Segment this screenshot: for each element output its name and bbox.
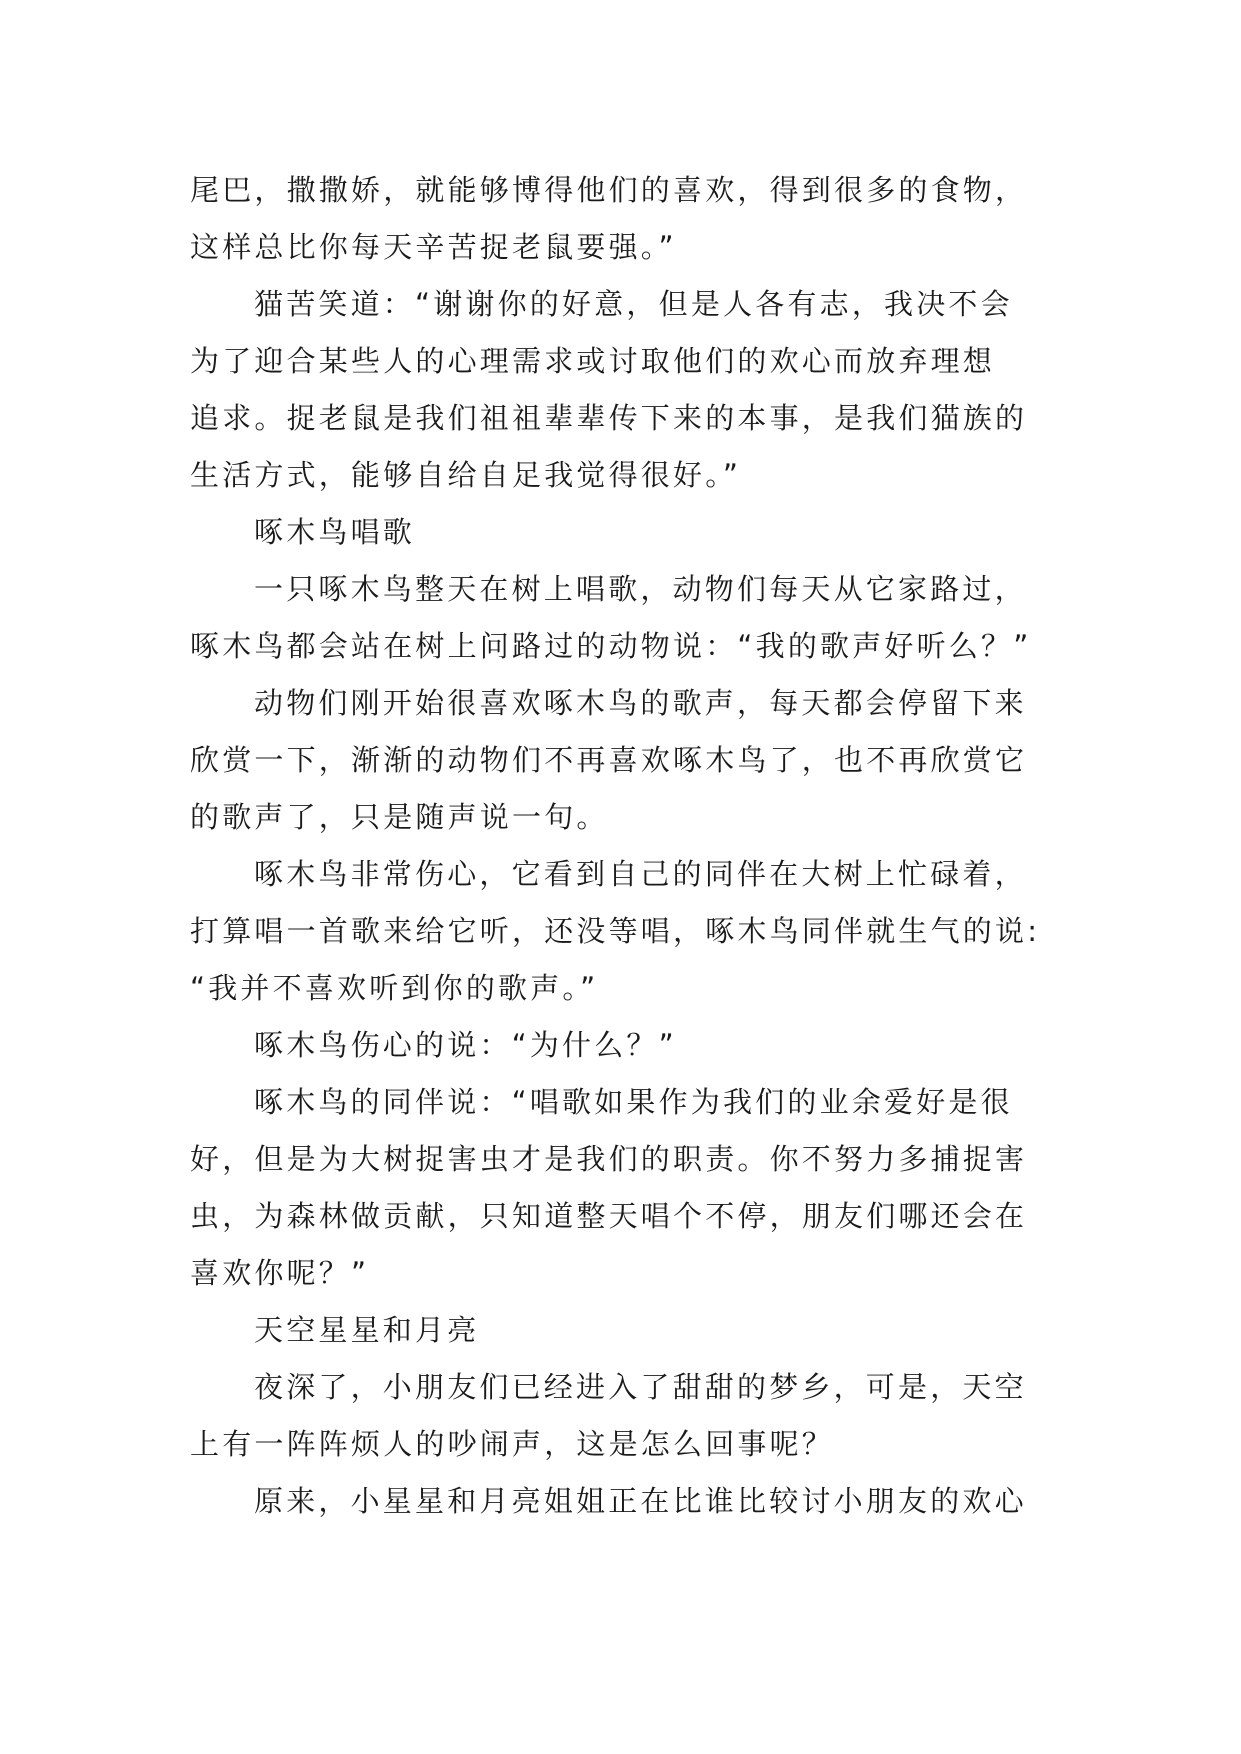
text-line: 虫，为森林做贡献，只知道整天唱个不停，朋友们哪还会在 bbox=[190, 1199, 1028, 1233]
text-line: 夜深了，小朋友们已经进入了甜甜的梦乡，可是，天空 bbox=[254, 1370, 1027, 1404]
text-line: 上有一阵阵烦人的吵闹声，这是怎么回事呢？ bbox=[190, 1427, 835, 1461]
text-line: 追求。捉老鼠是我们祖祖辈辈传下来的本事，是我们猫族的 bbox=[190, 401, 1028, 435]
paragraph bbox=[190, 675, 1070, 846]
text-line: 啄木鸟伤心的说：“为什么？” bbox=[254, 1028, 677, 1062]
text-line: 好，但是为大树捉害虫才是我们的职责。你不努力多捕捉害 bbox=[190, 1142, 1028, 1176]
paragraph bbox=[190, 1359, 1070, 1473]
text-line: 尾巴，撒撒娇，就能够博得他们的喜欢，得到很多的食物， bbox=[190, 173, 1028, 207]
text-line: 打算唱一首歌来给它听，还没等唱，啄木鸟同伴就生气的说: bbox=[190, 914, 1041, 948]
text-line: 欣赏一下，渐渐的动物们不再喜欢啄木鸟了，也不再欣赏它 bbox=[190, 743, 1028, 777]
text-line: 的歌声了，只是随声说一句。 bbox=[190, 800, 609, 834]
paragraph bbox=[190, 162, 1070, 276]
paragraph bbox=[190, 1017, 1070, 1074]
text-line: 啄木鸟都会站在树上问路过的动物说：“我的歌声好听么？” bbox=[190, 629, 1032, 663]
paragraph bbox=[190, 276, 1070, 504]
text-line: 啄木鸟非常伤心，它看到自己的同伴在大树上忙碌着， bbox=[254, 857, 1027, 891]
text-line: 这样总比你每天辛苦捉老鼠要强。” bbox=[190, 230, 677, 264]
paragraph bbox=[190, 1473, 1070, 1530]
text-line: 啄木鸟的同伴说：“唱歌如果作为我们的业余爱好是很 bbox=[254, 1085, 1013, 1119]
text-line: “我并不喜欢听到你的歌声。” bbox=[190, 971, 599, 1005]
text-line: 为了迎合某些人的心理需求或讨取他们的欢心而放弃理想 bbox=[190, 344, 996, 378]
text-line: 啄木鸟唱歌 bbox=[254, 515, 416, 549]
text-line: 生活方式，能够自给自足我觉得很好。” bbox=[190, 458, 742, 492]
text-line: 喜欢你呢？” bbox=[190, 1256, 370, 1290]
paragraph bbox=[190, 561, 1070, 675]
paragraph bbox=[190, 1074, 1070, 1302]
text-line: 一只啄木鸟整天在树上唱歌，动物们每天从它家路过， bbox=[254, 572, 1027, 606]
story-text bbox=[190, 162, 1070, 1530]
text-line: 动物们刚开始很喜欢啄木鸟的歌声，每天都会停留下来 bbox=[254, 686, 1027, 720]
paragraph bbox=[190, 846, 1070, 1017]
text-line: 原来，小星星和月亮姐姐正在比谁比较讨小朋友的欢心 bbox=[254, 1484, 1027, 1518]
story-title bbox=[190, 1302, 1070, 1359]
text-line: 天空星星和月亮 bbox=[254, 1313, 480, 1347]
story-title bbox=[190, 504, 1070, 561]
text-line: 猫苦笑道：“谢谢你的好意，但是人各有志，我决不会 bbox=[254, 287, 1013, 321]
